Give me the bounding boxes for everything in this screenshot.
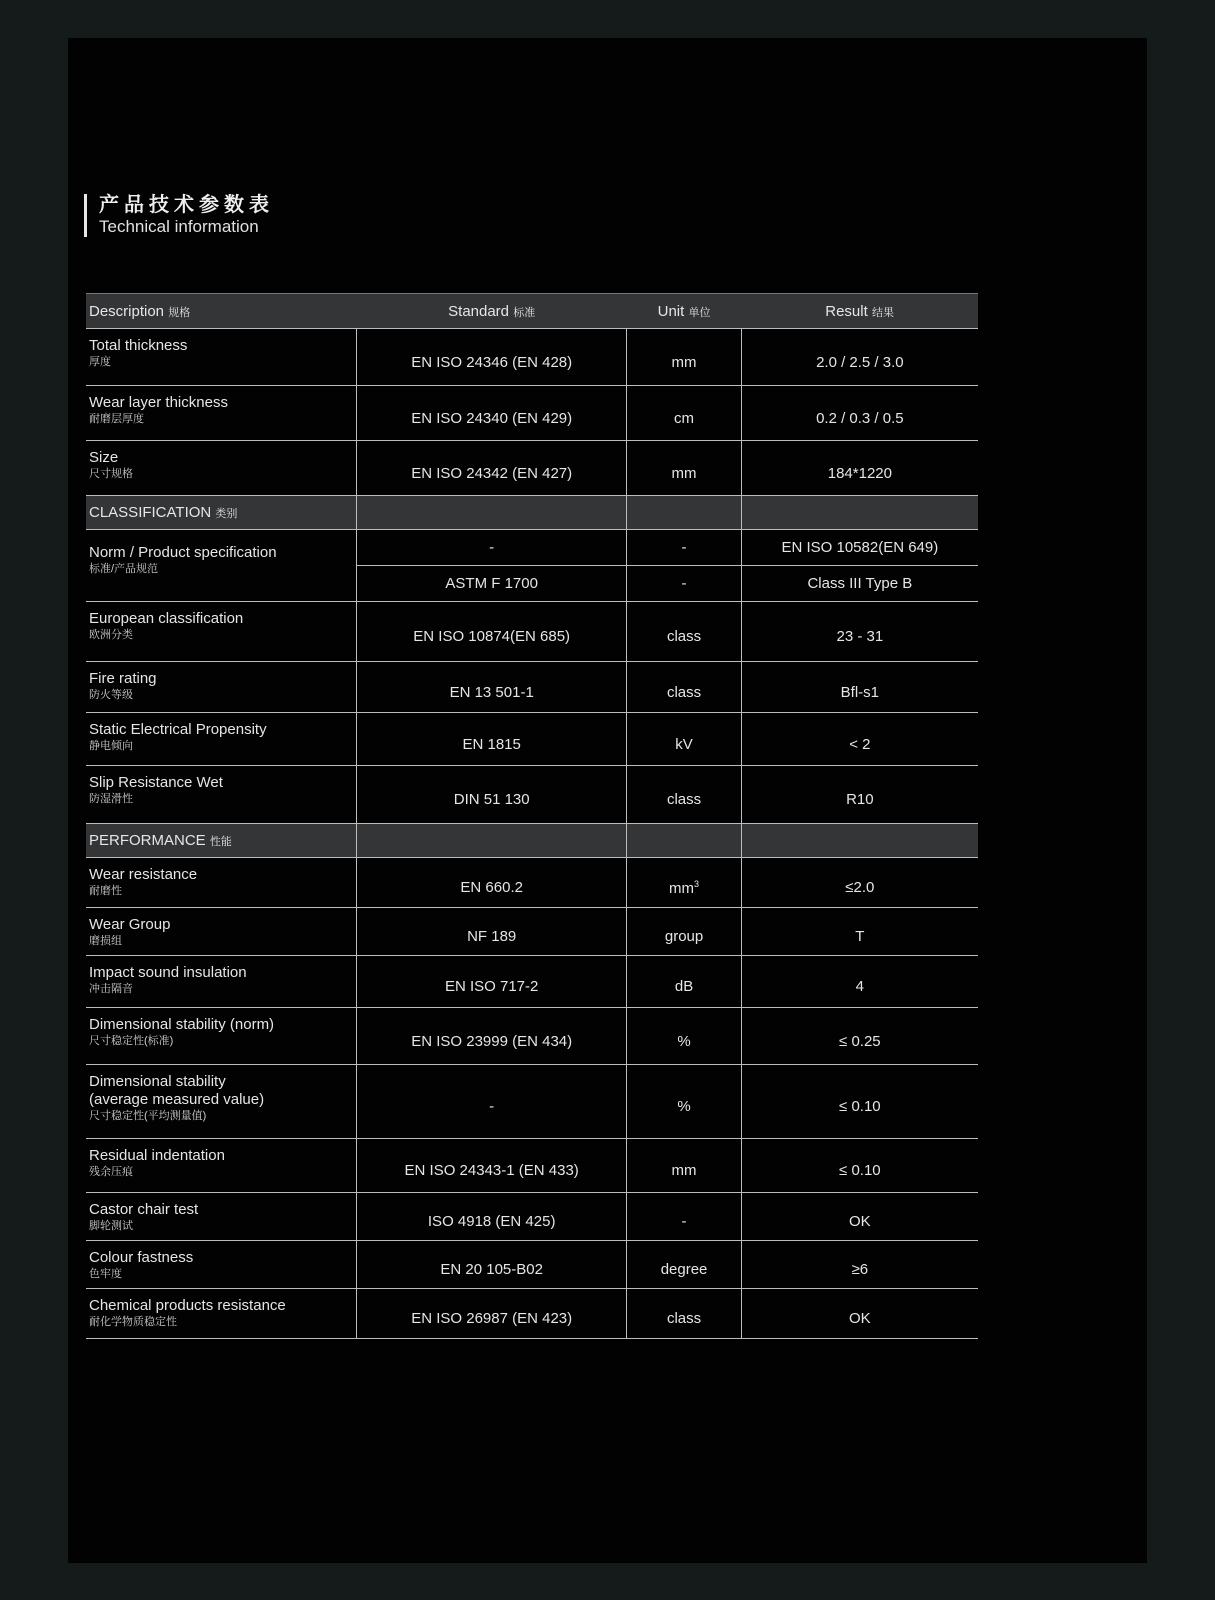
header-unit [627,294,741,329]
table-cell [86,441,356,496]
label-text: Castor chair test [89,1201,199,1218]
table-row [86,1241,978,1289]
table-row [86,1193,978,1241]
table-cell: mm [627,329,741,386]
table-cell [86,858,356,908]
table-row [86,858,978,908]
header-description [86,294,356,329]
table-row [86,956,978,1008]
table-row [86,329,978,386]
table-cell: ISO 4918 (EN 425) [356,1193,626,1241]
table-cell: DIN 51 130 [356,766,626,824]
table-cell: EN ISO 24342 (EN 427) [356,441,626,496]
table-cell: < 2 [741,713,978,766]
table-cell [86,530,356,602]
table-cell: class [627,602,741,662]
table-cell [86,329,356,386]
header-standard [356,294,626,329]
label-zh: 脚轮测试 [89,1220,133,1232]
label-zh: 厚度 [89,356,111,368]
label-text: 标准 [513,306,536,319]
label-text: Result [825,302,868,320]
table-cell: ASTM F 1700 [356,566,626,602]
table-cell [86,766,356,824]
label-zh: 静电倾向 [89,740,133,752]
table-cell: group [627,908,741,956]
label-zh: 尺寸稳定性(标准) [89,1035,174,1047]
label-zh: 防湿滑性 [89,793,133,805]
table-cell: - [627,566,741,602]
table-cell: EN ISO 10874(EN 685) [356,602,626,662]
table-cell [86,662,356,713]
table-cell: mm [627,441,741,496]
label-zh: 耐磨性 [89,885,122,897]
table-cell: R10 [741,766,978,824]
table-cell [86,386,356,441]
table-cell: OK [741,1289,978,1339]
label-zh: 欧洲分类 [89,629,133,641]
table-cell: - [627,530,741,566]
table-cell: NF 189 [356,908,626,956]
heading-en: Technical information [99,217,259,236]
label-text: Residual indentation [89,1147,225,1164]
table-cell: 23 - 31 [741,602,978,662]
label-zh: 耐磨层厚度 [89,413,144,425]
label-zh: 冲击隔音 [89,983,133,995]
label-text: Wear resistance [89,866,198,883]
label-text: 性能 [209,836,232,848]
label-text: Dimensional stability [89,1073,226,1090]
label-zh: 磨损组 [89,935,122,947]
table-cell: EN ISO 24346 (EN 428) [356,329,626,386]
table-cell [356,496,626,530]
table-row [86,662,978,713]
table-cell [741,496,978,530]
table-cell [86,824,356,858]
table-cell: % [627,1065,741,1139]
table-cell: ≤ 0.10 [741,1139,978,1193]
label-text: 规格 [168,306,191,319]
table-header [86,294,978,329]
table-row [86,1065,978,1139]
table-row [86,1008,978,1065]
table-cell: Class III Type B [741,566,978,602]
table-cell: degree [627,1241,741,1289]
label-text: Fire rating [89,670,157,687]
table-cell: EN 20 105-B02 [356,1241,626,1289]
table-cell: Bfl-s1 [741,662,978,713]
table-cell [356,824,626,858]
table-row [86,441,978,496]
table-cell [86,956,356,1008]
table-cell [86,496,356,530]
table-cell [627,496,741,530]
table-cell: - [356,530,626,566]
label-text: PERFORMANCE [89,832,206,849]
label-zh: 标准/产品规范 [89,563,159,575]
label-text: 类别 [215,508,238,520]
table-row [86,1139,978,1193]
section-row-classification [86,496,978,530]
label-text: European classification [89,610,244,627]
section-row-performance [86,824,978,858]
label-text: Wear layer thickness [89,394,228,411]
table-row [86,386,978,441]
table-cell [86,1008,356,1065]
table-cell: cm [627,386,741,441]
table-cell: EN ISO 10582(EN 649) [741,530,978,566]
unit-with-superscript: $mm^3$ [627,858,741,908]
table-cell: class [627,662,741,713]
label-zh: 尺寸规格 [89,468,133,480]
heading-zh: 产品技术参数表 [99,194,274,216]
label-text: Standard [448,302,510,320]
label-text: Impact sound insulation [89,964,247,981]
header-result [741,294,978,329]
section-heading [84,194,274,237]
table-cell: OK [741,1193,978,1241]
label-text: Dimensional stability (norm) [89,1016,275,1033]
label-text: Chemical products resistance [89,1297,286,1314]
table-row [86,908,978,956]
table-cell: EN ISO 24343-1 (EN 433) [356,1139,626,1193]
label-zh: 尺寸稳定性(平均测量值) [89,1110,207,1122]
table-cell [627,824,741,858]
technical-table [86,293,978,1339]
table-cell: EN ISO 717-2 [356,956,626,1008]
table-cell [86,1193,356,1241]
label-text: Colour fastness [89,1249,194,1266]
table-cell: ≤ 0.10 [741,1065,978,1139]
table-cell: 184*1220 [741,441,978,496]
table-cell [86,602,356,662]
table-cell: EN 13 501-1 [356,662,626,713]
label-zh: 残余压痕 [89,1166,133,1178]
table-cell: - [356,1065,626,1139]
table-cell: mm [627,1139,741,1193]
table-cell [86,1065,356,1139]
table-cell: kV [627,713,741,766]
table-row [86,713,978,766]
label-text: CLASSIFICATION [89,504,212,521]
table-cell: ≤2.0 [741,858,978,908]
table-cell [86,1139,356,1193]
label-zh: 防火等级 [89,689,133,701]
table-cell [86,1241,356,1289]
label-text: Unit [657,302,685,320]
table-row [86,602,978,662]
table-cell: EN ISO 23999 (EN 434) [356,1008,626,1065]
table-cell [741,824,978,858]
table-row [86,1289,978,1339]
table-cell: dB [627,956,741,1008]
table-cell: 0.2 / 0.3 / 0.5 [741,386,978,441]
table-cell: EN ISO 26987 (EN 423) [356,1289,626,1339]
table-cell [86,908,356,956]
label-text: Description [89,302,165,320]
label-text: 结果 [871,306,894,319]
table-cell: 2.0 / 2.5 / 3.0 [741,329,978,386]
table-cell: EN 1815 [356,713,626,766]
table-cell: EN 660.2 [356,858,626,908]
table-cell [86,713,356,766]
label-text: Size [89,449,119,466]
label-text: Norm / Product specification [89,544,277,561]
table-cell: % [627,1008,741,1065]
table-cell: class [627,1289,741,1339]
table-row [86,530,978,566]
table-cell: 4 [741,956,978,1008]
label-text: 单位 [688,306,711,319]
table-row [86,766,978,824]
label-text: (average measured value) [89,1091,265,1108]
label-zh: 色牢度 [89,1268,122,1280]
label-text: Static Electrical Propensity [89,721,267,738]
table-cell: - [627,1193,741,1241]
label-zh: 耐化学物质稳定性 [89,1316,177,1328]
table-cell: class [627,766,741,824]
table-cell: EN ISO 24340 (EN 429) [356,386,626,441]
table-cell: ≥6 [741,1241,978,1289]
table-cell: T [741,908,978,956]
table-cell [86,1289,356,1339]
table-cell: ≤ 0.25 [741,1008,978,1065]
label-text: Slip Resistance Wet [89,774,223,791]
label-text: Wear Group [89,916,171,933]
label-text: Total thickness [89,337,188,354]
